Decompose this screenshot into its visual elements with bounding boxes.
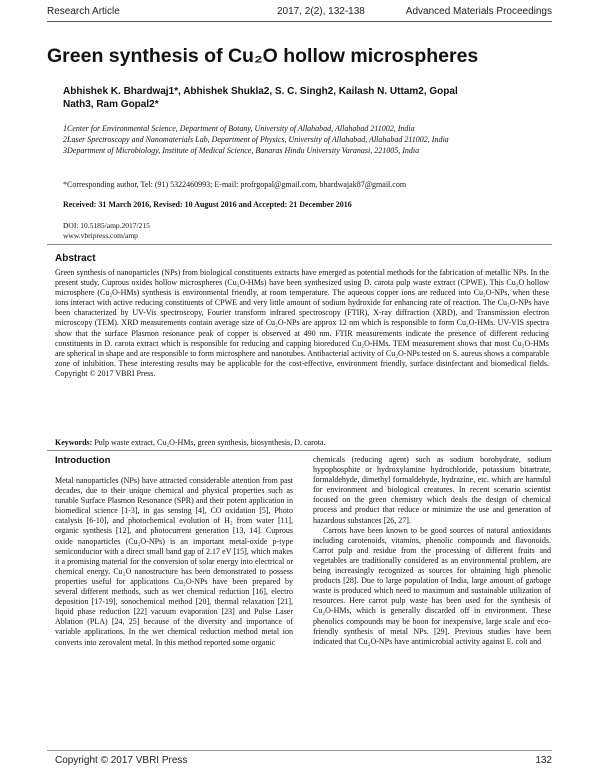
running-header <box>47 6 552 19</box>
keywords-list: Pulp waste extract, Cu₂O-HMs, green synthesis, biosynthesis, D. carota. <box>94 438 326 447</box>
author-list: Abhishek K. Bhardwaj1*, Abhishek Shukla2, S. C. Singh2, Kailash N. Uttam2, Gopal Nath3, Ram Gopal2* <box>63 86 458 110</box>
keywords <box>55 438 549 447</box>
abstract-text: Green synthesis of nanoparticles (NPs) from biological constituents extracts have emerged as potential methods for the fabrication of metallic NPs. In the present study, Cuprous oxides hollow microspheres (Cu₂O-HMs) have been synthesized using D. carota pulp waste extract (CPWE). This Cu₂O hollow microsphere (Cu₂O-HMs) synthesis is environmental friendly, at room temperature. The aqueous copper ions are reduced into Cu₂O-NPs, when these ions interact with active reducing constituents of CPWE and very little amount of sodium hydroxide for enhancing rate of reaction. The Cu₂O-NPs have been characterized by UV-Vis spectroscopy, Fourier transform infrared spectroscopy (FTIR), X-ray diffraction (XRD), and Transmission electron microscopy (TEM). XRD measurements contain average size of Cu₂O-NPs are approx 12 nm which is responsible to form Cu₂O-HMs. UV-VIS spectra show that the surface Plasmon resonance peak of copper is observed at 490 nm. FTIR measurements indicate the presence of different reducing constituents in D. carota extract which is responsible for reducing and capping bioreduced Cu₂O-HMs. TEM measurement shows that most Cu₂O-HMs are spherical in shape and are responsible to form microsphere and nanotubes. Antibacterial activity of Cu₂O-NPs tested on S. aureus shows a comparable zone of inhibition. These interesting results may be applicable for the cost-effective, environment friendly, surface disinfectant and biomedical fields. Copyright © 2017 VBRI Press. <box>55 268 549 378</box>
keywords-divider <box>47 450 552 451</box>
doi-block <box>63 221 150 241</box>
citation: 2017, 2(2), 132-138 <box>277 6 365 17</box>
journal-website[interactable]: www.vbripress.com/amp <box>63 231 138 240</box>
header-divider <box>47 21 552 22</box>
footer-copyright: Copyright © 2017 VBRI Press <box>55 755 188 766</box>
corresponding-author: *Corresponding author, Tel: (91) 5322460993; E-mail: profrgopal@gmail.com, bhardwajak87@gmail.com <box>63 180 407 189</box>
intro-column-1: Metal nanoparticles (NPs) have attracted considerable attention from past decades, due to their unique chemical and physical properties such as tunable Surface Plasmon Resonance (SPR) and their potent application in biomedical science [1-3], in gas sensing [4], CO oxidation [5], Photo catalysis [6-10], and photochemical evolution of H₂ from water [11], organic synthesis [12], and photocurrent generation [13, 14]. Cuprous oxide nanoparticles (Cu₂O-NPs) is an important metal-oxide p-type semiconductor with a direct small band gap of 2.17 eV [15], which makes it a promising material for the conversion of solar energy into electrical or chemical energy. Cu₂O nanostructure has been demonstrated to possess properties useful for applications Cu₂O-NPs have been prepared by several different methods, such as wet chemical reduction [16], electro deposition [17-19], sonochemical method [20], thermal relaxation [21], liquid phase reduction [22] vacuum evaporation [23] and Pulse Laser Ablation (PLA) [24, 25] because of the diversity and importance of variable applications. In the wet chemical reduction method metal ion converts into zerovalent metal. In this method reported some organic <box>55 476 293 647</box>
paper-title: Green synthesis of Cu₂O hollow microspheres <box>47 45 479 67</box>
affiliation-3: 3Department of Microbiology, Institute of Medical Science, Banaras Hindu University Varanasi, 221005, India <box>63 146 420 155</box>
page-footer <box>55 755 552 767</box>
affiliation-2: 2Laser Spectroscopy and Nanomaterials Lab, Department of Physics, University of Allahabad, Allahabad 211002, India <box>63 135 449 144</box>
abstract-divider <box>47 244 552 245</box>
affiliation-1: 1Center for Environmental Science, Department of Botany, University of Allahabad, Allahabad 211002, India <box>63 124 415 133</box>
doi[interactable]: DOI: 10.5185/amp.2017/215 <box>63 221 150 230</box>
intro-heading: Introduction <box>55 455 111 466</box>
intro-paragraph-continued: chemicals (reducing agent) such as sodium borohydrate, sodium hypophosphite or hydroxylamine hydrochloride, potassium bitartrate, formaldehyde, dimethyl formaldehyde, hydrazine, etc. which are harmful for environment and biological creatures. In recent scenario scientist focused on the green chemistry which deals the design of chemical process and product that reduce or minimize the use and generation of hazardous substances [26, 27]. <box>313 455 551 525</box>
keywords-label: Keywords: <box>55 438 93 447</box>
affiliations <box>63 123 523 156</box>
article-type: Research Article <box>47 6 120 17</box>
intro-column-2 <box>313 455 551 647</box>
abstract-heading: Abstract <box>55 253 96 264</box>
journal-name: Advanced Materials Proceedings <box>405 6 552 17</box>
footer-divider <box>47 750 552 751</box>
page-number: 132 <box>535 755 552 766</box>
intro-paragraph-carrots: Carrots have been known to be good sources of natural antioxidants including carotenoids, vitamins, phenolic compounds and flavonoids. Carrot pulp and residue from the processing of different fruits and vegetables are traditionally considered as an environmental problem, are being increasingly recognized as sources for obtaining high phenolic products [28]. Due to large population of India, large amount of garbage waste is produced which need to maximum and sustainable utilization of resources. Here carrot pulp waste has been used for the synthesis of Cu₂O-HMs, which is generally discarded off in environment. These phenolics compounds may be boon for inexpensive, large scale and eco-friendly synthesis of metal NPs. [29]. Previous studies have been indicated that Cu₂O-NPs have antimicrobial activity against E. coli and <box>313 525 551 646</box>
received-dates: Received: 31 March 2016, Revised: 10 August 2016 and Accepted: 21 December 2016 <box>63 200 352 209</box>
